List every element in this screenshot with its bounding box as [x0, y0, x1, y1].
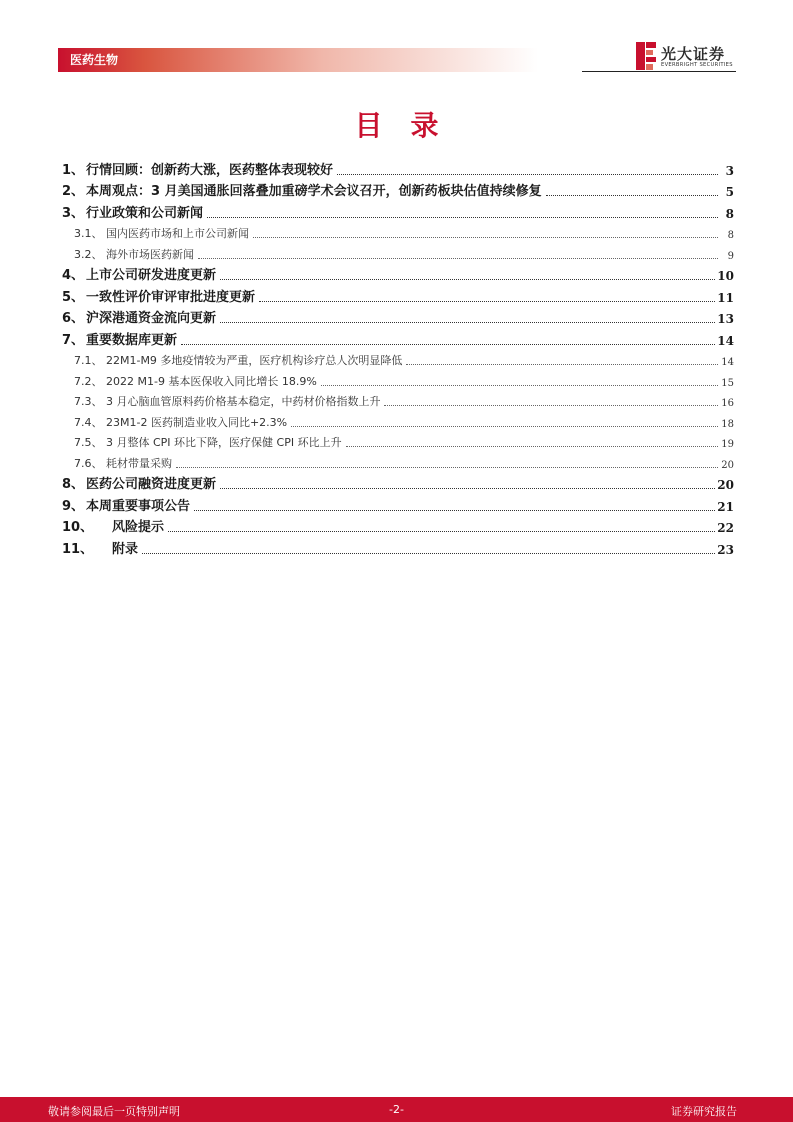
toc-leader-dots	[194, 510, 715, 511]
toc-entry-label: 7.2、 2022 M1-9 基本医保收入同比增长 18.9%	[74, 374, 317, 388]
toc-entry-page: 10	[717, 269, 734, 283]
toc-leader-dots	[198, 258, 718, 259]
toc-entry[interactable]	[62, 241, 734, 262]
header-rule	[582, 71, 736, 72]
toc-entry-label: 风险提示	[112, 520, 165, 535]
toc-entry-page: 20	[721, 459, 734, 471]
toc-entry-page: 13	[717, 312, 734, 326]
toc-entry-label: 附录	[112, 541, 139, 557]
logo-name: 光大证券	[661, 45, 726, 63]
toc-entry[interactable]	[62, 178, 734, 200]
toc-entry-page: 16	[721, 398, 734, 409]
toc-entry-page: 8	[727, 230, 734, 241]
toc-leader-dots	[176, 467, 718, 468]
toc-entry-page: 14	[721, 357, 734, 368]
toc-entry-number: 8、	[62, 477, 85, 492]
toc-entry[interactable]	[62, 492, 734, 514]
toc-entry-label: 行情回顾：创新药大涨，医药整体表现较好	[86, 162, 334, 178]
toc-entry-page: 20	[717, 478, 734, 492]
footer-bar	[0, 1097, 793, 1122]
toc-entry[interactable]	[62, 348, 734, 369]
toc-entry-label: 一致性评价审评审批进度更新	[86, 289, 256, 305]
toc-entry-number: 11、	[62, 541, 94, 557]
toc-entry-label: 重要数据库更新	[86, 332, 178, 348]
toc-entry[interactable]	[62, 514, 734, 536]
toc-entry-label: 沪深港通资金流向更新	[86, 311, 217, 326]
toc-leader-dots	[406, 364, 718, 365]
toc-entry-number: 7、	[62, 332, 85, 348]
toc-entry-label: 7.3、 3 月心脑血管原料药价格基本稳定，中药材价格指数上升	[74, 395, 381, 408]
toc-entry-page: 5	[725, 185, 734, 199]
toc-entry-page: 22	[717, 521, 734, 535]
toc-leader-dots	[181, 344, 715, 345]
toc-entry[interactable]	[62, 156, 734, 178]
toc-entry-page: 8	[725, 206, 734, 221]
toc-leader-dots	[220, 279, 715, 280]
toc-entry-page: 19	[721, 439, 734, 450]
toc-entry-page: 18	[721, 418, 734, 430]
toc-entry-page: 21	[717, 499, 734, 514]
table-of-contents	[62, 156, 734, 557]
toc-entry[interactable]	[62, 221, 734, 242]
toc-leader-dots	[546, 195, 718, 196]
toc-entry-label: 上市公司研发进度更新	[86, 268, 217, 283]
toc-leader-dots	[220, 322, 715, 323]
toc-entry[interactable]	[62, 368, 734, 389]
toc-leader-dots	[253, 237, 718, 238]
toc-entry[interactable]	[62, 262, 734, 284]
toc-entry[interactable]	[62, 283, 734, 305]
toc-entry-number: 9、	[62, 498, 85, 514]
toc-entry-label: 7.5、 3 月整体 CPI 环比下降，医疗保健 CPI 环比上升	[74, 436, 342, 449]
toc-entry-label: 3.1、 国内医药市场和上市公司新闻	[74, 227, 249, 240]
toc-entry-label: 3.2、 海外市场医药新闻	[74, 247, 194, 261]
toc-entry-number: 4、	[62, 268, 85, 283]
toc-entry-page: 9	[727, 250, 734, 262]
toc-leader-dots	[220, 488, 715, 489]
company-logo	[636, 40, 736, 74]
toc-entry[interactable]	[62, 409, 734, 430]
toc-leader-dots	[142, 553, 715, 554]
toc-entry-label: 7.6、 耗材带量采购	[74, 456, 172, 470]
toc-entry[interactable]	[62, 450, 734, 471]
logo-english-name: EVERBRIGHT SECURITIES	[661, 62, 733, 68]
toc-entry[interactable]	[62, 471, 734, 493]
header-band	[58, 48, 538, 72]
toc-leader-dots	[346, 446, 718, 447]
toc-entry-page: 3	[725, 163, 734, 178]
page-number: -2-	[389, 1103, 404, 1116]
toc-leader-dots	[337, 174, 718, 175]
toc-entry-label: 7.4、 23M1-2 医药制造业收入同比+2.3%	[74, 415, 288, 429]
toc-entry-page: 11	[717, 290, 734, 305]
toc-entry-number: 3、	[62, 205, 85, 221]
toc-leader-dots	[259, 301, 715, 302]
toc-entry-number: 6、	[62, 311, 85, 326]
toc-entry[interactable]	[62, 199, 734, 221]
toc-entry[interactable]	[62, 535, 734, 557]
toc-entry-number: 10、	[62, 520, 94, 535]
page-title: 目录	[354, 109, 467, 142]
toc-entry-number: 5、	[62, 289, 85, 305]
report-type: 证券研究报告	[671, 1105, 737, 1118]
toc-entry-label: 7.1、 22M1-M9 多地疫情较为严重，医疗机构诊疗总人次明显降低	[74, 354, 403, 367]
toc-entry[interactable]	[62, 430, 734, 451]
everbright-logo-icon	[636, 42, 656, 70]
toc-leader-dots	[168, 531, 715, 532]
disclaimer-note: 敬请参阅最后一页特别声明	[48, 1105, 180, 1118]
sector-label: 医药生物	[70, 53, 119, 67]
toc-leader-dots	[384, 405, 718, 406]
toc-entry[interactable]	[62, 305, 734, 327]
toc-leader-dots	[291, 426, 718, 427]
toc-entry-number: 2、	[62, 184, 85, 199]
toc-entry-label: 行业政策和公司新闻	[86, 205, 204, 221]
toc-leader-dots	[321, 385, 718, 386]
toc-leader-dots	[207, 217, 718, 218]
toc-entry-page: 23	[717, 542, 734, 557]
toc-entry[interactable]	[62, 389, 734, 410]
toc-entry[interactable]	[62, 326, 734, 348]
toc-entry-label: 医药公司融资进度更新	[86, 477, 217, 492]
toc-entry-page: 14	[717, 333, 734, 348]
toc-entry-label: 本周重要事项公告	[86, 498, 191, 514]
toc-entry-number: 1、	[62, 162, 85, 178]
toc-entry-page: 15	[721, 377, 734, 389]
toc-entry-label: 本周观点：3 月美国通胀回落叠加重磅学术会议召开，创新药板块估值持续修复	[86, 184, 542, 199]
